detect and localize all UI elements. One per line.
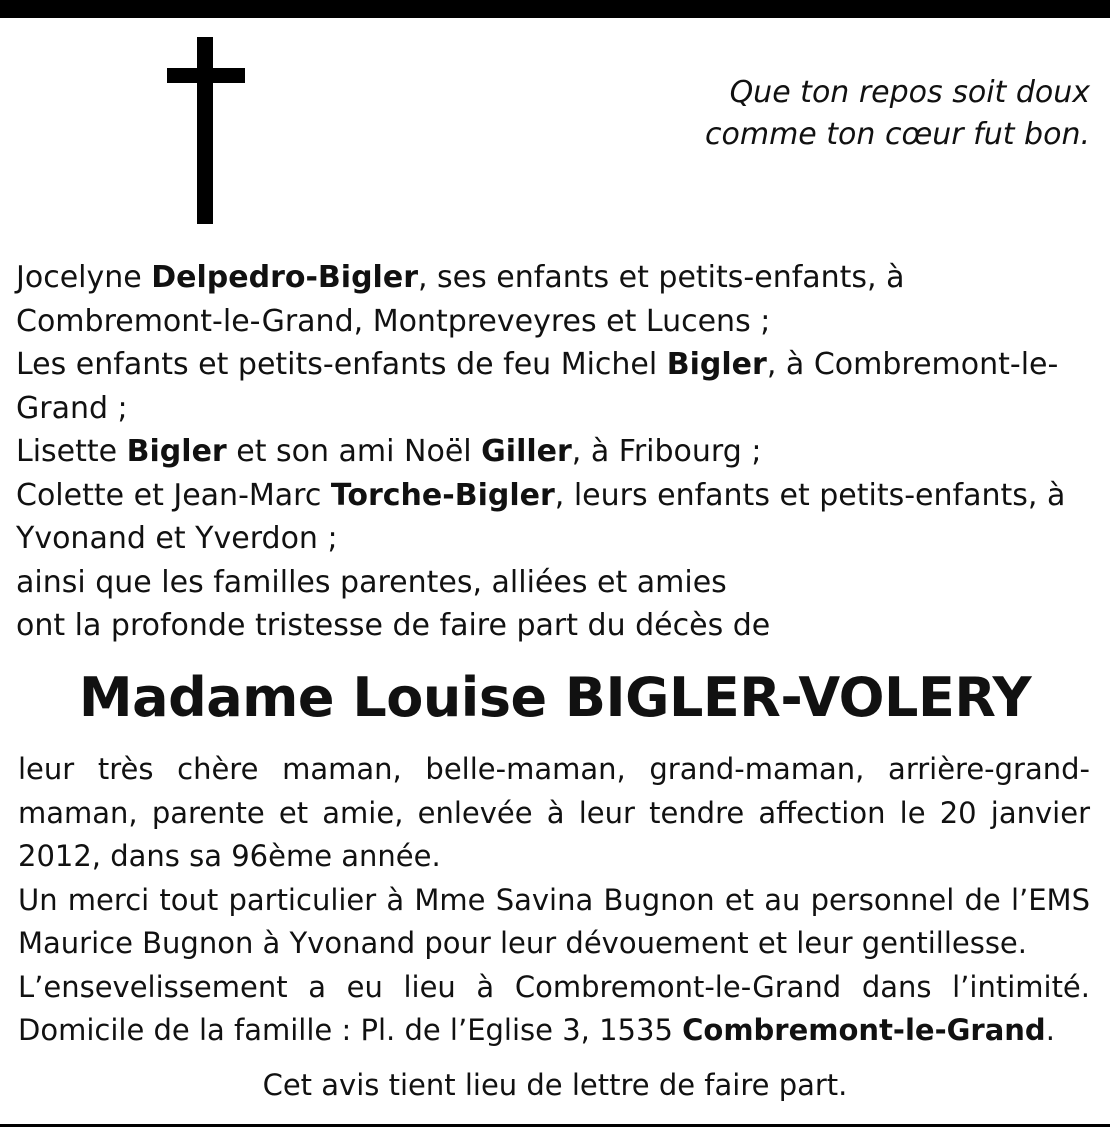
- family-entry-1-rest: , ses enfants et petits-enfants, à Combremont-le-Grand, Montpreveyres et Lucens ;: [16, 260, 905, 339]
- body-paragraph-2: Un merci tout particulier à Mme Savina Bugnon et au personnel de l’EMS Maurice Bugnon à Yvonand pour leur dévouement et leur gentillesse.: [18, 882, 1090, 960]
- family-entry-2-rest: , à Combremont-le-Grand ;: [16, 347, 1059, 426]
- family-entry-4: [16, 474, 1096, 561]
- family-entry-3-surname-2: Giller: [481, 434, 572, 469]
- family-entry-2-text: Les enfants et petits-enfants de feu Michel: [16, 347, 667, 382]
- cross-horizontal-bar: [167, 68, 245, 83]
- family-entry-1-surname: Delpedro-Bigler: [151, 260, 418, 295]
- body-paragraph-1: leur très chère maman, belle-maman, grand-maman, arrière-grand-maman, parente et amie, enlevée à leur tendre affection le 20 janvier 2012, dans sa 96ème année.: [18, 752, 1090, 873]
- body-paragraph-4-text: Domicile de la famille : Pl. de l’Eglise 3, 1535: [18, 1013, 683, 1047]
- family-entry-1: [16, 256, 1096, 343]
- family-entry-3-surname-1: Bigler: [126, 434, 227, 469]
- family-entry-3-mid: et son ami Noël: [226, 434, 482, 469]
- announcement-body: [18, 748, 1090, 1053]
- deceased-name: Madame Louise BIGLER-VOLERY: [78, 666, 1032, 729]
- family-entry-3: [16, 430, 1096, 474]
- family-entry-2-surname: Bigler: [666, 347, 767, 382]
- epitaph-line-2: comme ton cœur fut bon.: [705, 117, 1090, 152]
- epitaph: [705, 72, 1090, 156]
- body-paragraph-4-locality: Combremont-le-Grand: [682, 1013, 1046, 1047]
- family-entry-2: [16, 343, 1096, 430]
- family-entry-5: ainsi que les familles parentes, alliées et amies: [16, 564, 727, 600]
- body-paragraph-4: [18, 1009, 1090, 1053]
- family-entry-3-rest: , à Fribourg ;: [571, 434, 762, 469]
- top-border: [0, 0, 1110, 18]
- cross-vertical-bar: [197, 37, 213, 224]
- closing-note: Cet avis tient lieu de lettre de faire part.: [262, 1068, 848, 1102]
- family-entry-4-surname: Torche-Bigler: [330, 477, 555, 513]
- epitaph-line-1: Que ton repos soit doux: [729, 75, 1090, 110]
- family-entry-4-rest: , leurs enfants et petits-enfants, à Yvonand et Yverdon ;: [16, 477, 1066, 556]
- family-entry-3-text: Lisette: [16, 434, 127, 469]
- body-paragraph-3: L’ensevelissement a eu lieu à Combremont-le-Grand dans l’intimité.: [18, 969, 1090, 1004]
- family-entry-4-text: Colette et Jean-Marc: [16, 477, 331, 513]
- family-list: [16, 256, 1096, 648]
- family-entry-1-text: Jocelyne: [16, 260, 152, 295]
- bottom-border: [0, 1124, 1110, 1127]
- body-paragraph-4-end: .: [1045, 1013, 1055, 1047]
- family-entry-6: ont la profonde tristesse de faire part du décès de: [16, 608, 771, 643]
